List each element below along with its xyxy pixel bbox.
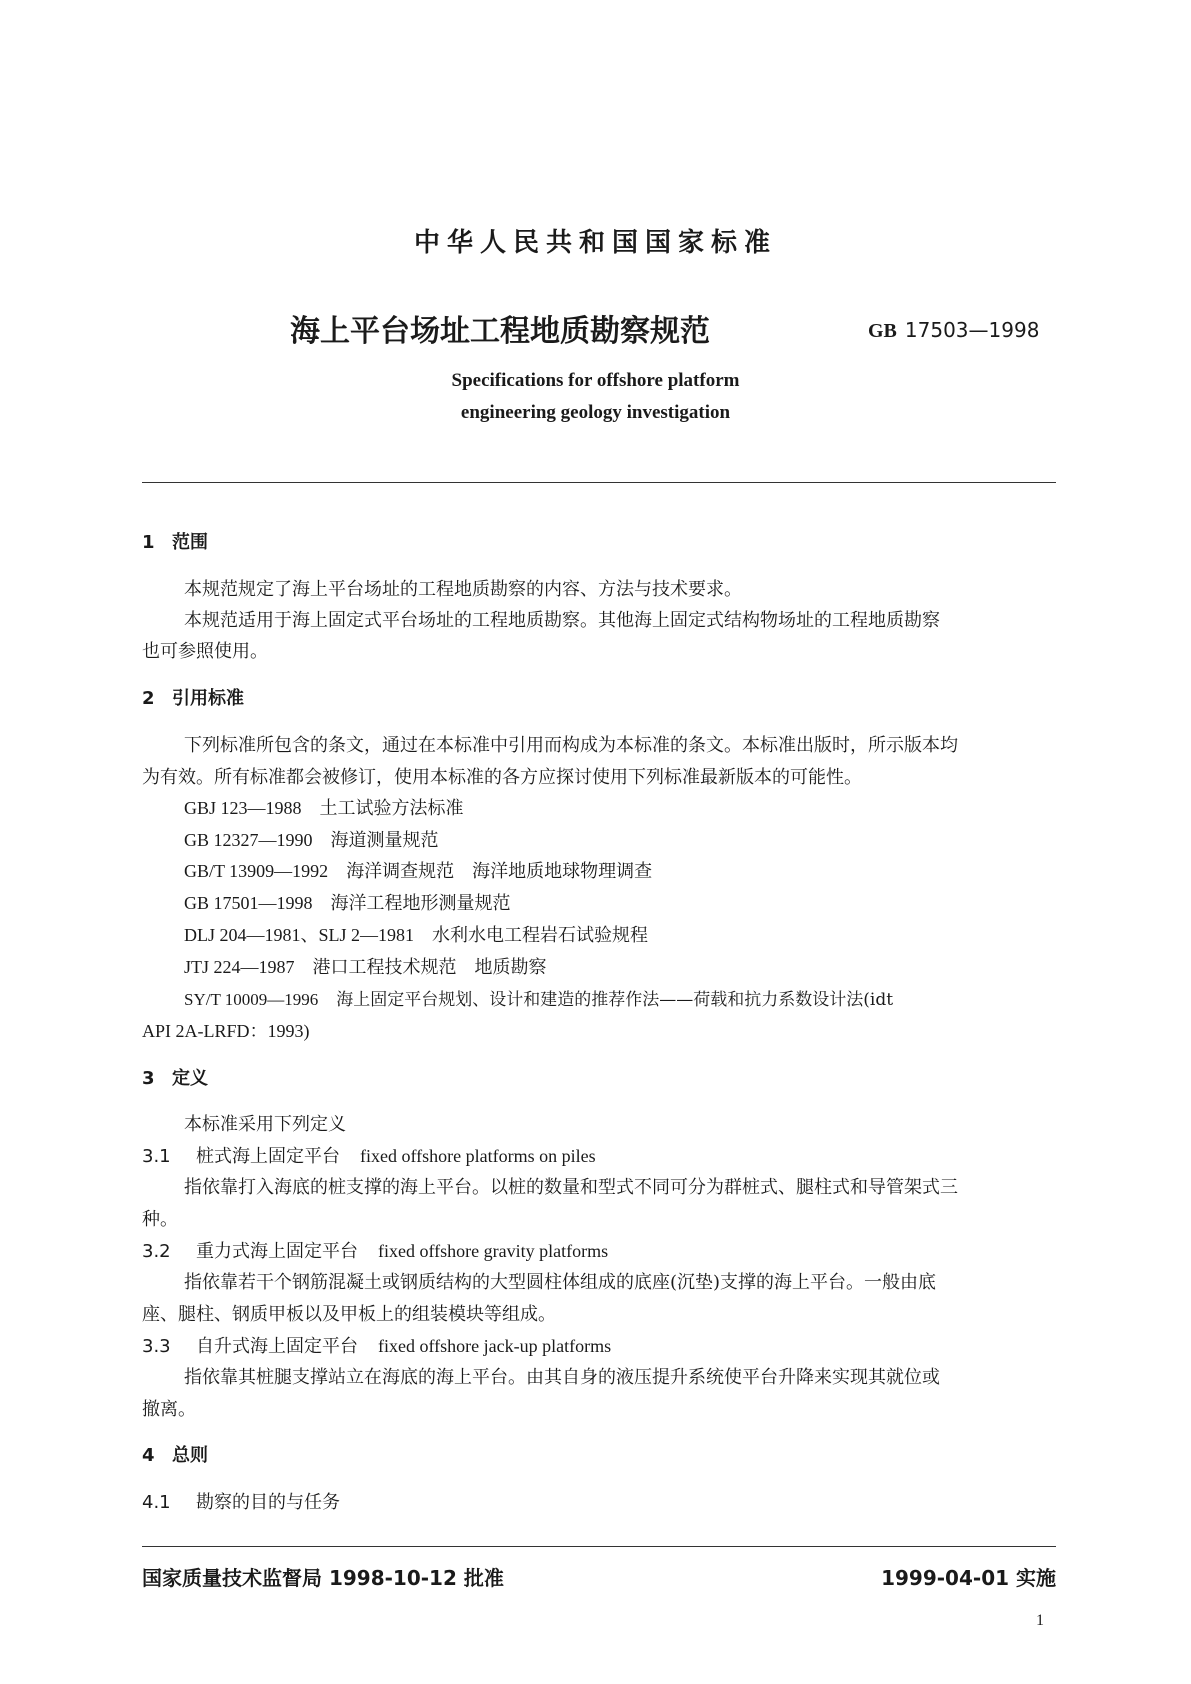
reference-name: 海洋调查规范 海洋地质地球物理调查 [346,861,653,882]
section-number: 2 [142,688,155,709]
clause-3-3 [142,1332,611,1358]
reference-code: GBJ 123—1988 [184,798,302,818]
reference-item [184,921,648,947]
clause-number: 4.1 [142,1492,171,1513]
reference-code: SY/T 10009—1996 [184,990,319,1009]
reference-code: DLJ 204—1981、SLJ 2—1981 [184,925,415,945]
paragraph: 指依靠打入海底的桩支撑的海上平台。以桩的数量和型式不同可分为群桩式、腿柱式和导管架式三 [184,1177,958,1198]
english-title-line-1: Specifications for offshore platform [451,370,740,391]
paragraph: 指依靠若干个钢筋混凝土或钢质结构的大型圆柱体组成的底座(沉垫)支撑的海上平台。一般由底 [184,1272,937,1293]
standard-prefix: GB [868,320,897,342]
section-title: 引用标准 [172,688,244,709]
clause-term-en: fixed offshore gravity platforms [378,1241,609,1261]
reference-item [184,985,893,1010]
paragraph: 下列标准所包含的条文，通过在本标准中引用而构成为本标准的条文。本标准出版时，所示版本均 [184,735,958,756]
document-title: 海上平台场址工程地质勘察规范 [290,314,710,349]
clause-number: 3.3 [142,1336,171,1357]
clause-term: 自升式海上固定平台 [196,1336,358,1357]
clause-term-en: fixed offshore platforms on piles [360,1146,596,1166]
clause-3-2 [142,1237,608,1263]
reference-code: GB 17501—1998 [184,893,313,913]
section-3-heading [142,1064,208,1090]
effective-date-line: 1999-04-01 实施 [881,1566,1056,1590]
reference-item [184,857,652,883]
clause-number: 3.2 [142,1241,171,1262]
page-number: 1 [1036,1612,1044,1629]
reference-code: GB 12327—1990 [184,830,313,850]
section-number: 1 [142,532,155,553]
paragraph-continuation: 为有效。所有标准都会被修订，使用本标准的各方应探讨使用下列标准最新版本的可能性。 [142,767,862,788]
reference-item [184,794,464,820]
section-number: 3 [142,1068,155,1089]
clause-term: 重力式海上固定平台 [196,1241,358,1262]
section-title: 定义 [172,1068,208,1089]
reference-name: 水利水电工程岩石试验规程 [432,925,649,946]
clause-term: 勘察的目的与任务 [196,1492,340,1513]
section-number: 4 [142,1445,155,1466]
section-1-heading [142,528,208,554]
paragraph-continuation: 也可参照使用。 [142,641,268,662]
reference-continuation: API 2A-LRFD：1993) [142,1021,310,1041]
paragraph: 指依靠其桩腿支撑站立在海底的海上平台。由其自身的液压提升系统使平台升降来实现其就位或 [184,1367,940,1388]
reference-name: 海道测量规范 [330,830,439,851]
paragraph: 本标准采用下列定义 [184,1114,346,1135]
section-title: 范围 [172,532,208,553]
approval-line: 国家质量技术监督局 1998-10-12 批准 [142,1566,504,1590]
reference-name: 港口工程技术规范 地质勘察 [312,957,547,978]
header-divider [142,482,1056,483]
clause-number: 3.1 [142,1146,171,1167]
clause-3-1 [142,1142,596,1168]
clause-4-1 [142,1488,340,1514]
reference-name: 海洋工程地形测量规范 [330,893,511,914]
section-2-heading [142,684,244,710]
clause-term-en: fixed offshore jack-up platforms [378,1336,612,1356]
reference-item [184,826,439,852]
footer-divider [142,1546,1056,1547]
document-header: 中华人民共和国国家标准 [413,228,777,258]
reference-item [184,953,547,979]
clause-term: 桩式海上固定平台 [196,1146,340,1167]
english-title-line-2: engineering geology investigation [460,402,731,423]
standard-number [868,318,1039,343]
section-4-heading [142,1441,208,1467]
reference-code: JTJ 224—1987 [184,957,295,977]
reference-name: 土工试验方法标准 [319,798,464,819]
standard-code: 17503—1998 [904,318,1040,342]
section-title: 总则 [172,1445,208,1466]
reference-code: GB/T 13909—1992 [184,861,329,881]
reference-name: 海上固定平台规划、设计和建造的推荐作法——荷载和抗力系数设计法(idt [336,990,894,1010]
paragraph-continuation: 座、腿柱、钢质甲板以及甲板上的组装模块等组成。 [142,1304,556,1325]
reference-item [184,889,511,915]
paragraph: 本规范规定了海上平台场址的工程地质勘察的内容、方法与技术要求。 [184,579,742,600]
paragraph-continuation: 种。 [142,1209,178,1230]
paragraph: 本规范适用于海上固定式平台场址的工程地质勘察。其他海上固定式结构物场址的工程地质勘察 [184,610,940,631]
paragraph-continuation: 撤离。 [142,1399,196,1420]
